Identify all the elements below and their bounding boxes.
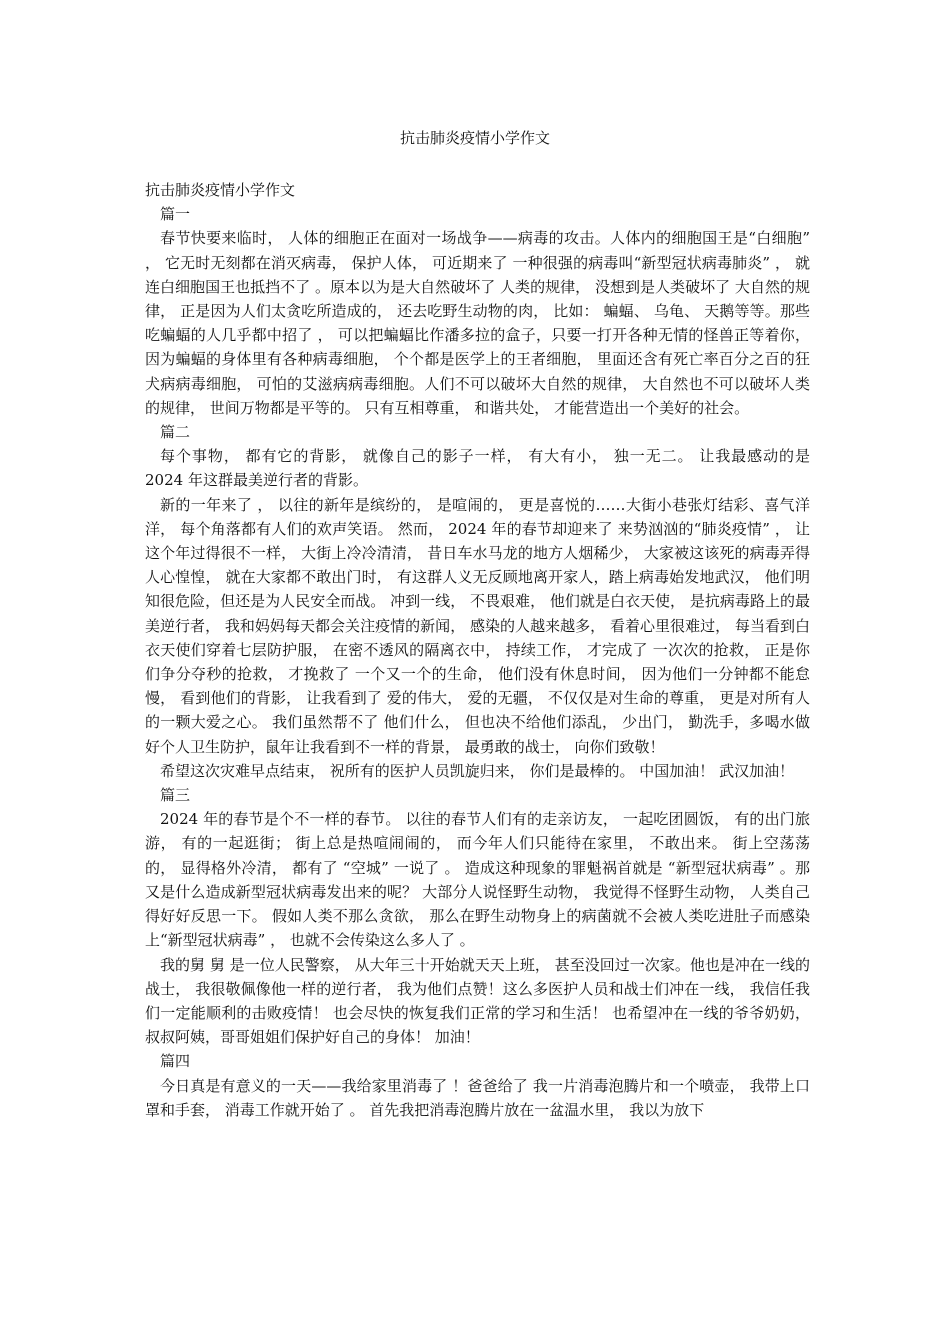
paragraph: 每个事物， 都有它的背影， 就像自己的影子一样， 有大有小， 独一无二。 让我最感动的是 2024 年这群最美逆行者的背影。	[145, 447, 810, 490]
paragraph: 春节快要来临时， 人体的细胞正在面对一场战争——病毒的攻击。人体内的细胞国王是“白细胞” ， 它无时无刻都在消灭病毒， 保护人体， 可近期来了 一种很强的病毒叫“新型冠状病毒肺炎” ， 就连白细胞国王也抵挡不了 。原本以为是大自然破坏了 人类的规律， 没想到是人类破坏了 大自然的规律， 正是因为人们太贪吃所造成的， 还去吃野生动物的肉， 比如： 蝙蝠、 乌龟、 天鹅等等。那些吃蝙蝠的人几乎都中招了 ， 可以把蝙蝠比作潘多拉的盒子，只要一打开各种无情的怪兽正等着你， 因为蝙蝠的身体里有各种病毒细胞， 个个都是医学上的王者细胞， 里面还含有死亡率百分之百的狂犬病病毒细胞， 可怕的艾滋病病毒细胞。人们不可以破坏大自然的规律， 大自然也不可以破坏人类的规律， 世间万物都是平等的。 只有互相尊重， 和谐共处， 才能营造出一个美好的社会。	[145, 229, 810, 417]
paragraph: 我的舅 舅 是一位人民警察， 从大年三十开始就天天上班， 甚至没回过一次家。他也是冲在一线的战士， 我很敬佩像他一样的逆行者， 我为他们点赞！这么多医护人员和战士们冲在一线， 我信任我们一定能顺利的击败疫情！ 也会尽快的恢复我们正常的学习和生活！ 也希望冲在一线的爷爷奶奶， 叔叔阿姨，哥哥姐姐们保护好自己的身体！ 加油！	[145, 955, 810, 1047]
paragraph: 2024 年的春节是个不一样的春节。 以往的春节人们有的走亲访友， 一起吃团圆饭， 有的出门旅游， 有的一起逛街； 街上总是热喧闹闹的， 而今年人们只能待在家里， 不敢出来。 街上空荡荡的， 显得格外冷清， 都有了 “空城” 一说了 。 造成这种现象的罪魁祸首就是 “新型冠状病毒” 。那又是什么造成新型冠状病毒发出来的呢？ 大部分人说怪野生动物， 我觉得不怪野生动物， 人类自己得好好反思一下。 假如人类不那么贪欲， 那么在野生动物身上的病菌就不会被人类吃进肚子而感染上“新型冠状病毒” ， 也就不会传染这么多人了 。	[145, 810, 810, 950]
paragraph: 今日真是有意义的一天——我给家里消毒了 ！爸爸给了 我一片消毒泡腾片和一个喷壶， 我带上口 罩和手套， 消毒工作就开始了 。 首先我把消毒泡腾片放在一盆温水里， 我以为放下	[145, 1076, 810, 1119]
paragraph: 新的一年来了 ， 以往的新年是缤纷的， 是喧闹的， 更是喜悦的……大街小巷张灯结彩、喜气洋洋， 每个角落都有人们的欢声笑语。 然而， 2024 年的春节却迎来了 来势汹汹的“肺炎疫情” ， 让这个年过得很不一样， 大街上冷冷清清， 昔日车水马龙的地方人烟稀少， 大家被这该死的病毒弄得人心惶惶， 就在大家都不敢出门时， 有这群人义无反顾地离开家人，踏上病毒始发地武汉， 他们明知很危险，但还是为人民安全而战。 冲到一线， 不畏艰难， 他们就是白衣天使， 是抗病毒路上的最美逆行者， 我和妈妈每天都会关注疫情的新闻， 感染的人越来越多， 看着心里很难过， 每当看到白衣天使们穿着七层防护服， 在密不透风的隔离衣中， 持续工作， 才完成了 一次次的抢救， 正是你们争分夺秒的抢救， 才挽救了 一个又一个的生命， 他们没有休息时间， 因为他们一分钟都不能怠慢， 看到他们的背影， 让我看到了 爱的伟大， 爱的无疆， 不仅仅是对生命的尊重， 更是对所有人的一颗大爱之心。 我们虽然帮不了 他们什么， 但也决不给他们添乱， 少出门， 勤洗手，多喝水做好个人卫生防护，鼠年让我看到不一样的背景， 最勇敢的战士， 向你们致敬！	[145, 495, 810, 756]
section-heading: 篇四	[160, 1052, 191, 1071]
paragraph: 希望这次灾难早点结束， 祝所有的医护人员凯旋归来， 你们是最棒的。 中国加油！ 武汉加油！	[160, 761, 795, 780]
section-heading: 篇三	[160, 786, 191, 805]
page-title: 抗击肺炎疫情小学作文	[399, 129, 550, 147]
section-heading: 篇一	[160, 205, 191, 224]
document-subtitle: 抗击肺炎疫情小学作文	[145, 181, 296, 199]
section-heading: 篇二	[160, 423, 191, 442]
document-body	[145, 178, 810, 1122]
